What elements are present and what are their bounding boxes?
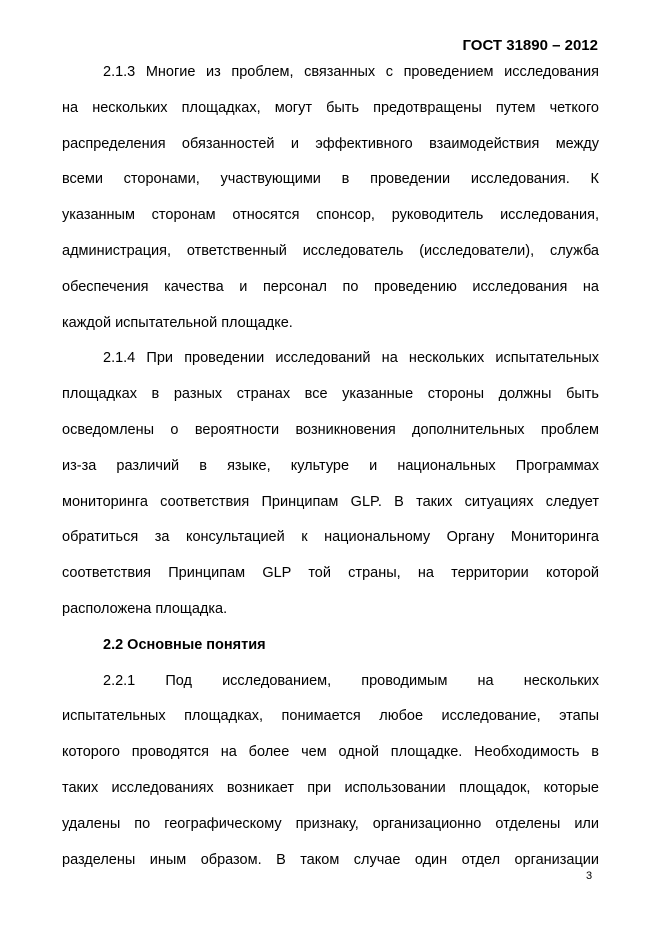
text-line: распределения обязанностей и эффективного взаимодействия между: [62, 135, 599, 152]
text-line: указанным сторонам относятся спонсор, руководитель исследования,: [62, 207, 599, 224]
text-line: удалены по географическому признаку, организационно отделены или: [62, 815, 599, 832]
text-line: мониторинга соответствия Принципам GLP. В таких ситуациях следует: [62, 493, 599, 510]
body-text: [62, 62, 599, 885]
text-line: обеспечения качества и персонал по проведению исследования на: [62, 278, 599, 295]
document-header: ГОСТ 31890 – 2012: [462, 37, 598, 54]
text-line: 2.2.1 Под исследованием, проводимым на нескольких: [103, 672, 599, 689]
text-line: разделены иным образом. В таком случае один отдел организации: [62, 851, 599, 868]
text-line: таких исследованиях возникает при использовании площадок, которые: [62, 779, 599, 796]
text-line: площадках в разных странах все указанные стороны должны быть: [62, 386, 599, 403]
section-heading: 2.2 Основные понятия: [103, 636, 266, 653]
text-line: всеми сторонами, участвующими в проведении исследования. К: [62, 171, 599, 188]
text-line: которого проводятся на более чем одной площадке. Необходимость в: [62, 744, 599, 761]
text-line: на нескольких площадках, могут быть предотвращены путем четкого: [62, 99, 599, 116]
text-line: соответствия Принципам GLP той страны, на территории которой: [62, 565, 599, 582]
text-line: 2.1.4 При проведении исследований на нескольких испытательных: [103, 350, 599, 367]
text-line: каждой испытательной площадке.: [62, 314, 293, 331]
text-line: испытательных площадках, понимается любое исследование, этапы: [62, 708, 599, 725]
text-line: администрация, ответственный исследователь (исследователи), служба: [62, 242, 599, 259]
text-line: обратиться за консультацией к национальному Органу Мониторинга: [62, 529, 599, 546]
text-line: осведомлены о вероятности возникновения дополнительных проблем: [62, 421, 599, 438]
text-line: из-за различий в языке, культуре и национальных Программах: [62, 457, 599, 474]
text-line: расположена площадка.: [62, 600, 228, 617]
page-number: 3: [586, 870, 593, 882]
text-line: 2.1.3 Многие из проблем, связанных с проведением исследования: [103, 64, 599, 80]
